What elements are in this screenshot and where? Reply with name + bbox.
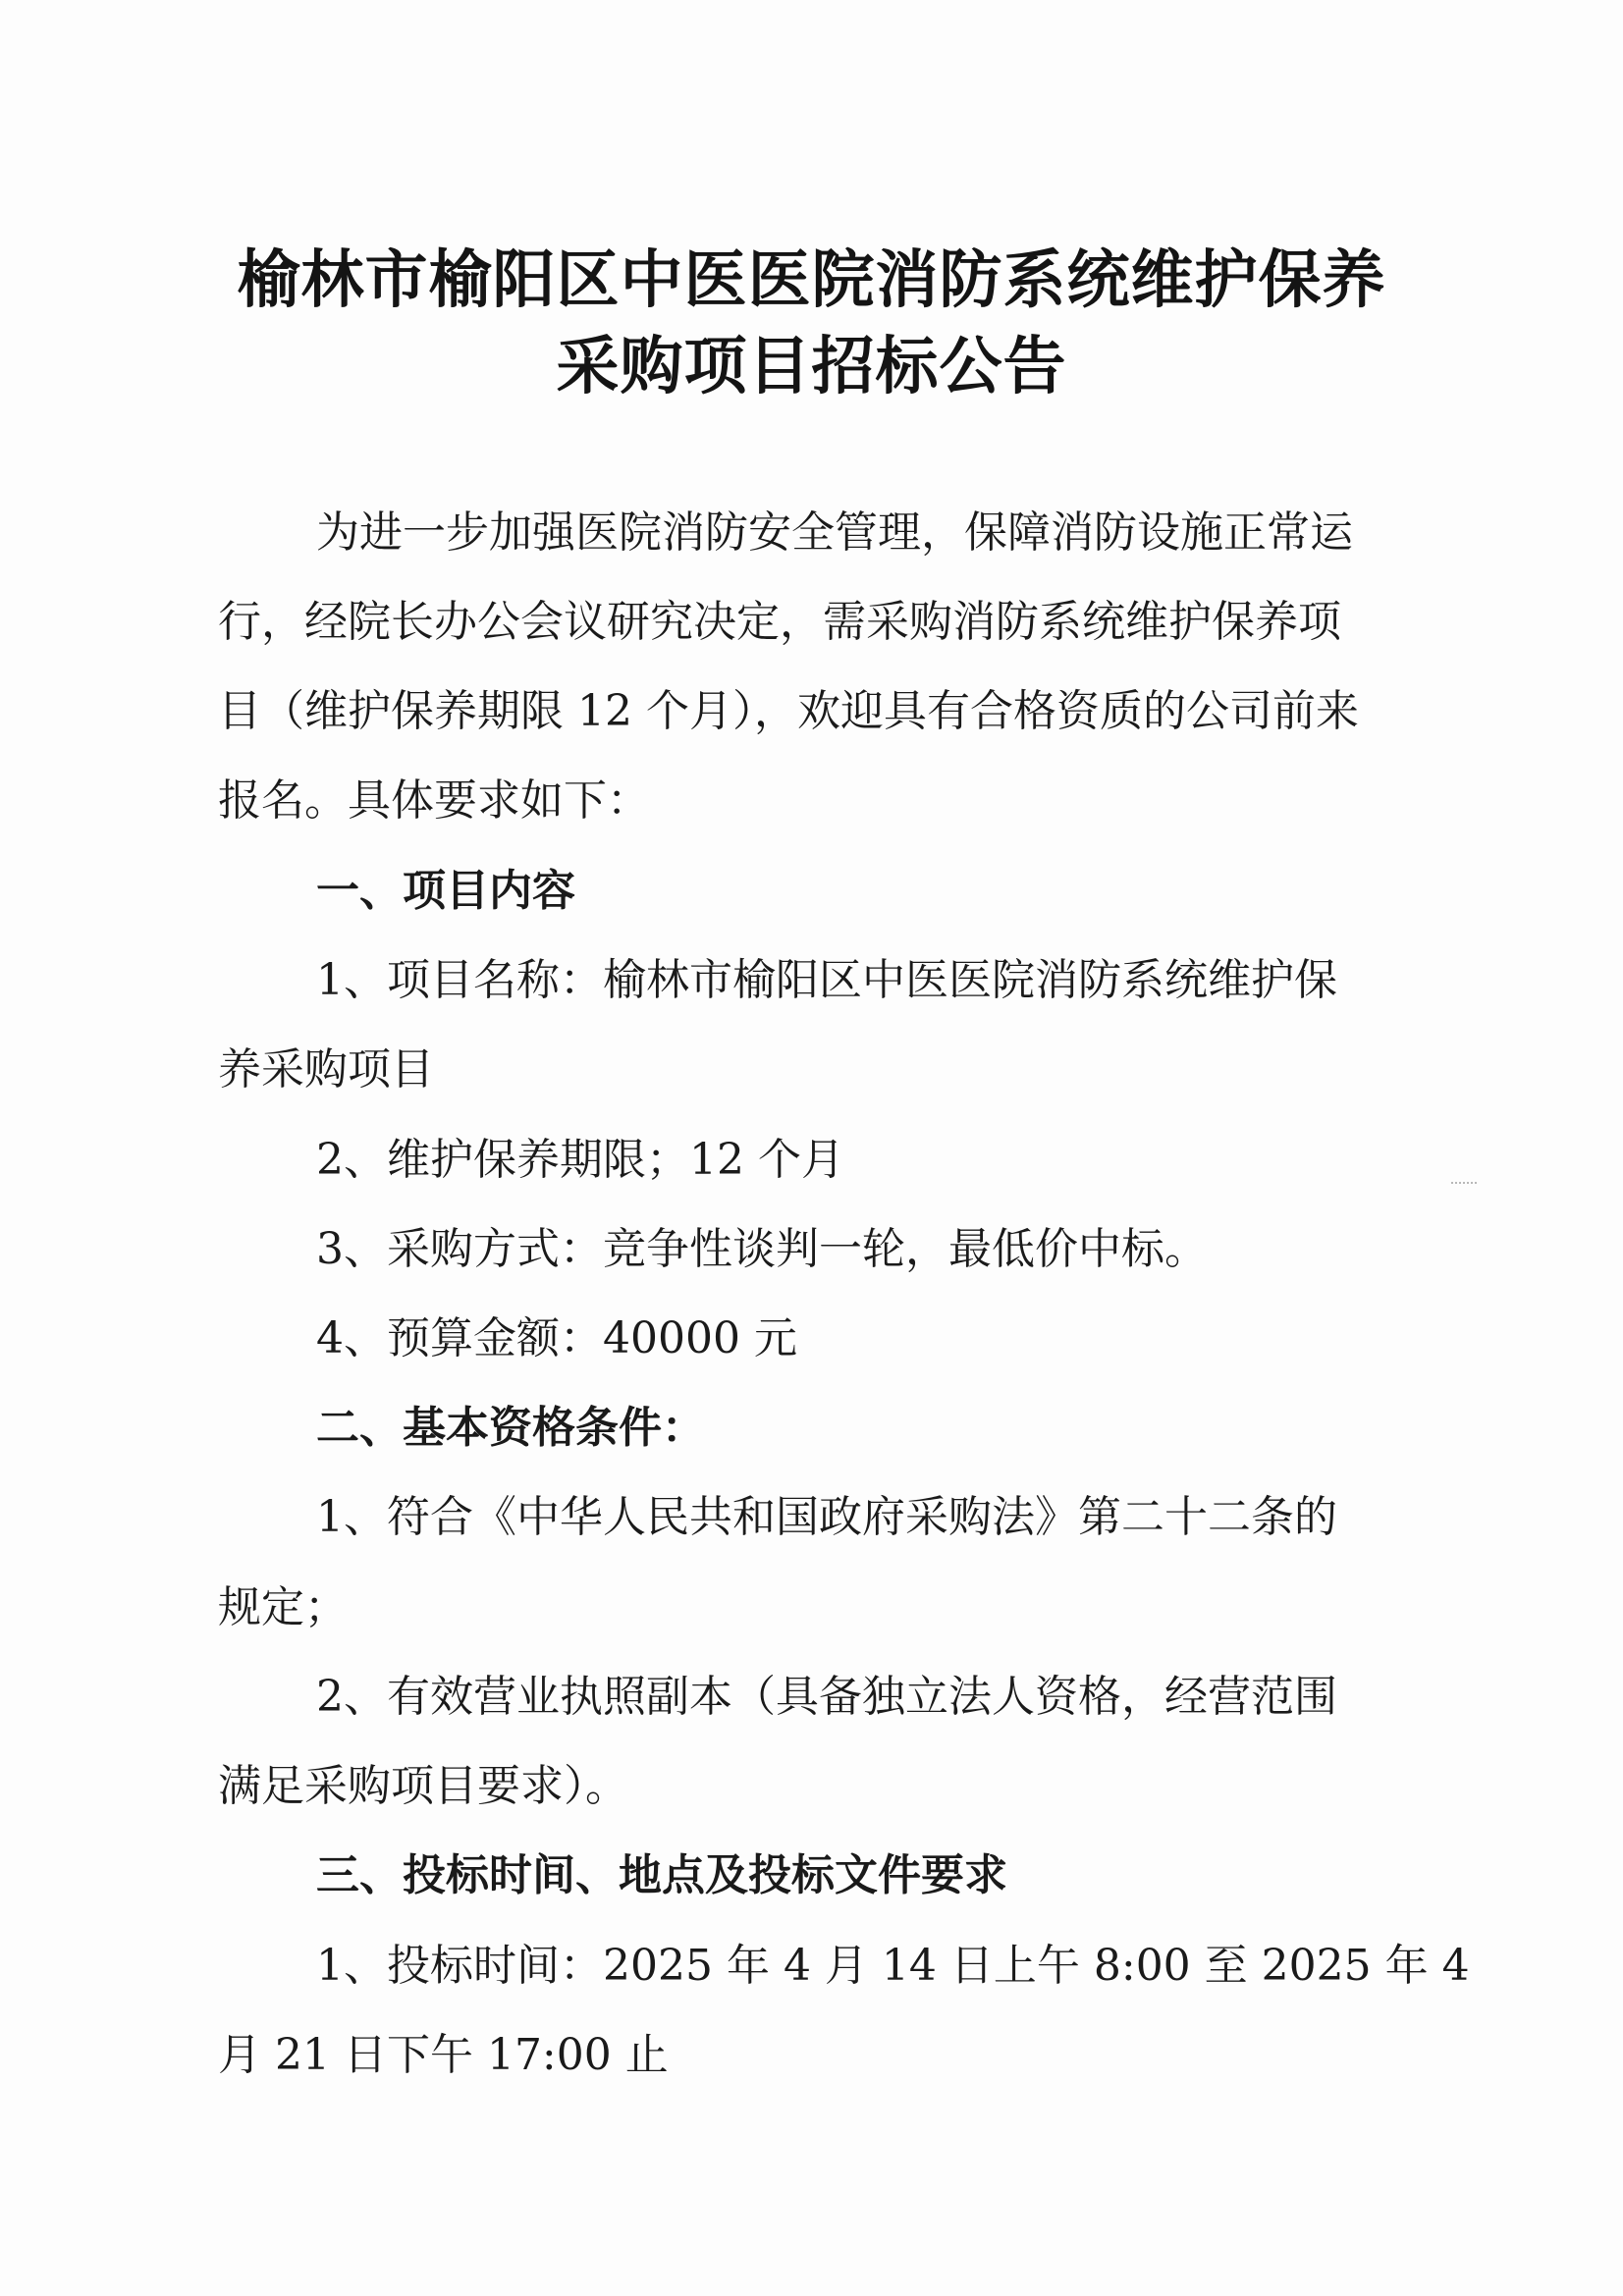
- qualification-2-line-2: 满足采购项目要求）。: [218, 1761, 628, 1811]
- procurement-method: 3、采购方式：竞争性谈判一轮，最低价中标。: [316, 1224, 1208, 1274]
- section-1-heading: 一、项目内容: [316, 866, 575, 916]
- scan-speck: [1451, 1182, 1477, 1187]
- project-name-line-1: 1、项目名称：榆林市榆阳区中医医院消防系统维护保: [316, 955, 1337, 1005]
- intro-line-1: 为进一步加强医院消防安全管理，保障消防设施正常运: [316, 507, 1353, 558]
- document-title-line-1: 榆林市榆阳区中医医院消防系统维护保养: [237, 244, 1386, 317]
- intro-line-2: 行，经院长办公会议研究决定，需采购消防系统维护保养项: [218, 597, 1341, 647]
- document-title-line-2: 采购项目招标公告: [556, 331, 1067, 403]
- qualification-2-line-1: 2、有效营业执照副本（具备独立法人资格，经营范围: [316, 1672, 1337, 1722]
- maintenance-period: 2、维护保养期限；12 个月: [316, 1135, 844, 1185]
- bid-time-line-1: 1、投标时间：2025 年 4 月 14 日上午 8:00 至 2025 年 4: [316, 1941, 1470, 1991]
- section-2-heading: 二、基本资格条件：: [316, 1403, 705, 1453]
- bid-time-line-2: 月 21 日下午 17:00 止: [218, 2030, 669, 2080]
- intro-line-4: 报名。具体要求如下：: [218, 775, 650, 826]
- project-name-line-2: 养采购项目: [218, 1044, 434, 1095]
- budget-amount: 4、预算金额：40000 元: [316, 1313, 797, 1363]
- section-3-heading: 三、投标时间、地点及投标文件要求: [316, 1850, 1007, 1900]
- qualification-1-line-2: 规定；: [218, 1582, 348, 1632]
- qualification-1-line-1: 1、符合《中华人民共和国政府采购法》第二十二条的: [316, 1492, 1337, 1542]
- intro-line-3: 目（维护保养期限 12 个月），欢迎具有合格资质的公司前来: [218, 686, 1359, 736]
